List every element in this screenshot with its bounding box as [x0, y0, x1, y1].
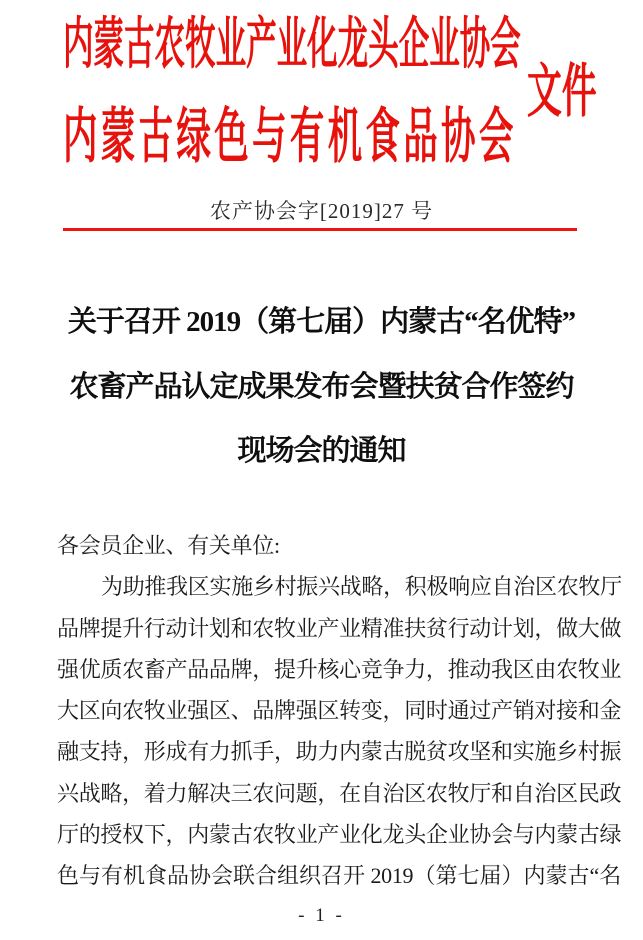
document-reference-number: 农产协会字[2019]27 号: [209, 199, 434, 223]
paragraph-line: 品牌提升行动计划和农牧业产业精准扶贫行动计划，做大做: [57, 615, 622, 641]
paragraph-line: 为助推我区实施乡村振兴战略，积极响应自治区农牧厅: [101, 574, 622, 600]
document-body: [57, 525, 621, 897]
page-number: - 1 -: [298, 905, 345, 926]
paragraph-line: 色与有机食品协会联合组织召开 2019（第七届）内蒙古“名: [57, 863, 621, 889]
document-title-line-3: 现场会的通知: [237, 435, 406, 467]
paragraph-line: 厅的授权下，内蒙古农牧业产业化龙头企业协会与内蒙古绿: [57, 822, 622, 848]
paragraph-line: 融支持，形成有力抓手，助力内蒙古脱贫攻坚和实施乡村振: [57, 739, 622, 765]
paragraph-line: 大区向农牧业强区、品牌强区转变，同时通过产销对接和金: [57, 698, 622, 724]
letterhead-org-name-1: 内蒙古农牧业产业化龙头企业协会: [63, 14, 521, 76]
letterhead-divider-rule: [63, 228, 577, 231]
salutation-line: 各会员企业、有关单位:: [57, 533, 280, 558]
document-title-line-2: 农畜产品认定成果发布会暨扶贫合作签约: [69, 370, 574, 403]
paragraph-line: 强优质农畜产品品牌，提升核心竞争力，推动我区由农牧业: [57, 656, 622, 682]
document-title-line-1: 关于召开 2019（第七届）内蒙古“名优特”: [67, 306, 576, 338]
paragraph-line: 兴战略，着力解决三农问题，在自治区农牧厅和自治区民政: [57, 780, 622, 806]
letterhead-doc-type-label: 文件: [527, 59, 597, 124]
letterhead-org-name-2: 内蒙古绿色与有机食品协会: [63, 104, 517, 170]
document-title: [0, 290, 643, 484]
